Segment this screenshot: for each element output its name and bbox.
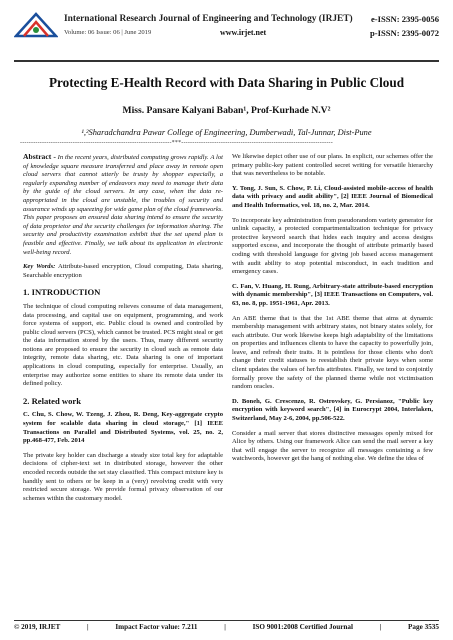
reference-4-body: Consider a mail server that stores distinctive messages openly mixed for Alice by others. Using our framework Alice can send the mail server a key that will engage the server to recognize all messages containing a few watchwords, however get the hang of nothing else. We define the idea of bbox=[232, 429, 433, 463]
section-heading-related-work: 2. Related work bbox=[23, 395, 81, 406]
section-divider: ---------------------------------------------------------------------***--------------------------------------------------------------------- bbox=[20, 140, 333, 146]
irjet-logo-icon bbox=[14, 10, 58, 40]
header-rule bbox=[14, 60, 439, 62]
section-heading-introduction: 1. INTRODUCTION bbox=[23, 287, 101, 298]
footer-sep-2: | bbox=[224, 623, 226, 631]
reference-2-body: To incorporate key administration from pseudorandom variety generator for unlink capacity, a protected compartmentalization technique for privacy protective keyword search that hides each inquiry and access designs supported excess, and incorporate the thought of attribute primarily based coding with threshold language for giving job based access management with audit ability to stop potential misconduct, in each tradition and emergency cases. bbox=[232, 216, 433, 276]
keywords-label: Key Words: bbox=[23, 263, 56, 271]
reference-3-body: An ABE theme that is that the 1st ABE theme that aims at dynamic membership management with arbitrary states, not binary states solely, for each attribute. Our work likewise keeps high adaptability of the limitations on properties and influences clients to have the capacity to powerfully join, leave, and refresh their traits. It is pointless for those clients who don't change their credit statuses to reestablish their private keys when some client updates the values of her/his attributes. Finally, we tend to conjointly formally prove the safety of the planned theme while not victimisation random oracles. bbox=[232, 314, 433, 391]
abstract bbox=[23, 153, 223, 257]
right-column bbox=[232, 153, 433, 470]
abstract-text: In the recent years, distributed computing grows rapidly. A lot of knowledge square measure transferred and place away in remote open cloud servers that cannot utterly be trusty by shopper especially, a regularly expanding number of endeavors may need to manage their data by the guide of the cloud servers. In any case, when the data re-appropriated in the cloud are unstable, the troubles of security and assurance winds up squeezing for wide game plan of the cloud frameworks. This paper proposes an ensured data sharing intend to ensure the security of data proprietor and the security challenges for information sharing. The security and productivity examination exhibit that the set upend plan is feasible and effective. Finally, we talk about its application in electronic well-being record. bbox=[23, 154, 223, 256]
left-column bbox=[23, 153, 223, 509]
reference-2: Y. Tong, J. Sun, S. Chow, P. Li, Cloud-assisted mobile-access of health data with privacy and audit ability", [2] IEEE Journal of Biomedical and Health Informatics, vol. 18, no. 2, Mar. 2014. bbox=[232, 184, 433, 209]
e-issn: e-ISSN: 2395-0056 bbox=[370, 14, 439, 24]
footer-rule bbox=[14, 620, 439, 621]
reference-1: C. Chu, S. Chow, W. Tzeng, J. Zhou, R. Deng, Key-aggregate crypto system for scalable data sharing in cloud storage," [1] IEEE Transactions on Parallel and Distributed Systems, vol. 25, no. 2, pp.468-477, Feb. 2014 bbox=[23, 411, 223, 445]
reference-4: D. Boneh, G. Crescenzo, R. Ostrovskey, G. Persianoz, "Public key encryption with keyword search", [4] in Eurocrypt 2004, Interlaken, Switzerland, May 2-6, 2004, pp.506-522. bbox=[232, 397, 433, 423]
abstract-label: Abstract - bbox=[23, 152, 56, 161]
website-link[interactable]: www.irjet.net bbox=[220, 28, 267, 37]
paper-title: Protecting E-Health Record with Data Sharing in Public Cloud bbox=[48, 75, 405, 90]
volume-issue: Volume: 06 Issue: 06 | June 2019 bbox=[64, 29, 152, 36]
introduction-paragraph: The technique of cloud computing relieves consume of data management, data processing, and capital use on equipment, programming, and work force systems of support, etc. Public cloud is owned and controlled by public cloud servers (PCS), which cannot be trusted. PCS might steal or get the data information stored by the users. Thus, many different security notions are proposed to ensure the security in cloud such as remote data integrity, remote data sharing, etc. Data sharing is one of important applications in cloud computing, especially for enterprise. Usually, an enterprise may authorize some entities to share its remote data under its defined policy. bbox=[23, 302, 223, 388]
paper-affiliation: ¹,²Sharadchandra Pawar College of Engineering, Dumberwadi, Tal-Junnar, Dist-Pune bbox=[81, 128, 372, 137]
paragraph-continued: We likewise depict other use of our plans. In explicit, our schemes offer the primary public-key patient controlled secret writing for versatile hierarchy that was nevertheless to be notable. bbox=[232, 153, 433, 178]
journal-title: International Research Journal of Engineering and Technology (IRJET) bbox=[64, 14, 353, 24]
footer-sep-3: | bbox=[379, 623, 382, 631]
reference-3: C. Fan, V. Huang, H. Rung, Arbitrary-state attribute-based encryption with dynamic membership", [3] IEEE Transactions on Computers, vol. 63, no. 8, pp. 1951-1961, Apr. 2013. bbox=[232, 282, 433, 307]
keywords bbox=[23, 263, 223, 280]
footer-sep-1: | bbox=[87, 623, 89, 631]
footer-copyright: © 2019, IRJET bbox=[14, 623, 61, 631]
footer-impact-factor: Impact Factor value: 7.211 bbox=[115, 623, 198, 631]
p-issn: p-ISSN: 2395-0072 bbox=[370, 28, 439, 38]
footer-iso: ISO 9001:2008 Certified Journal bbox=[252, 623, 353, 631]
reference-1-body: The private key holder can discharge a steady size total key for adaptable decisions of cipher-text set in distributed storage, however the other encoded records outside the set stay classified. This compact mixture key is handily sent to others or be keep in a (very) revolving credit with very restricted secure storage. We provide formal privacy observation of our schemes within the customary model. bbox=[23, 451, 223, 502]
page-footer bbox=[14, 623, 439, 631]
keywords-text: Attribute-based encryption, Cloud computing, Data sharing, Searchable encryption bbox=[23, 263, 223, 279]
paper-authors: Miss. Pansare Kalyani Baban¹, Prof-Kurhade N.V² bbox=[122, 105, 331, 116]
footer-page-number: Page 3535 bbox=[408, 623, 439, 631]
journal-header bbox=[14, 10, 439, 62]
